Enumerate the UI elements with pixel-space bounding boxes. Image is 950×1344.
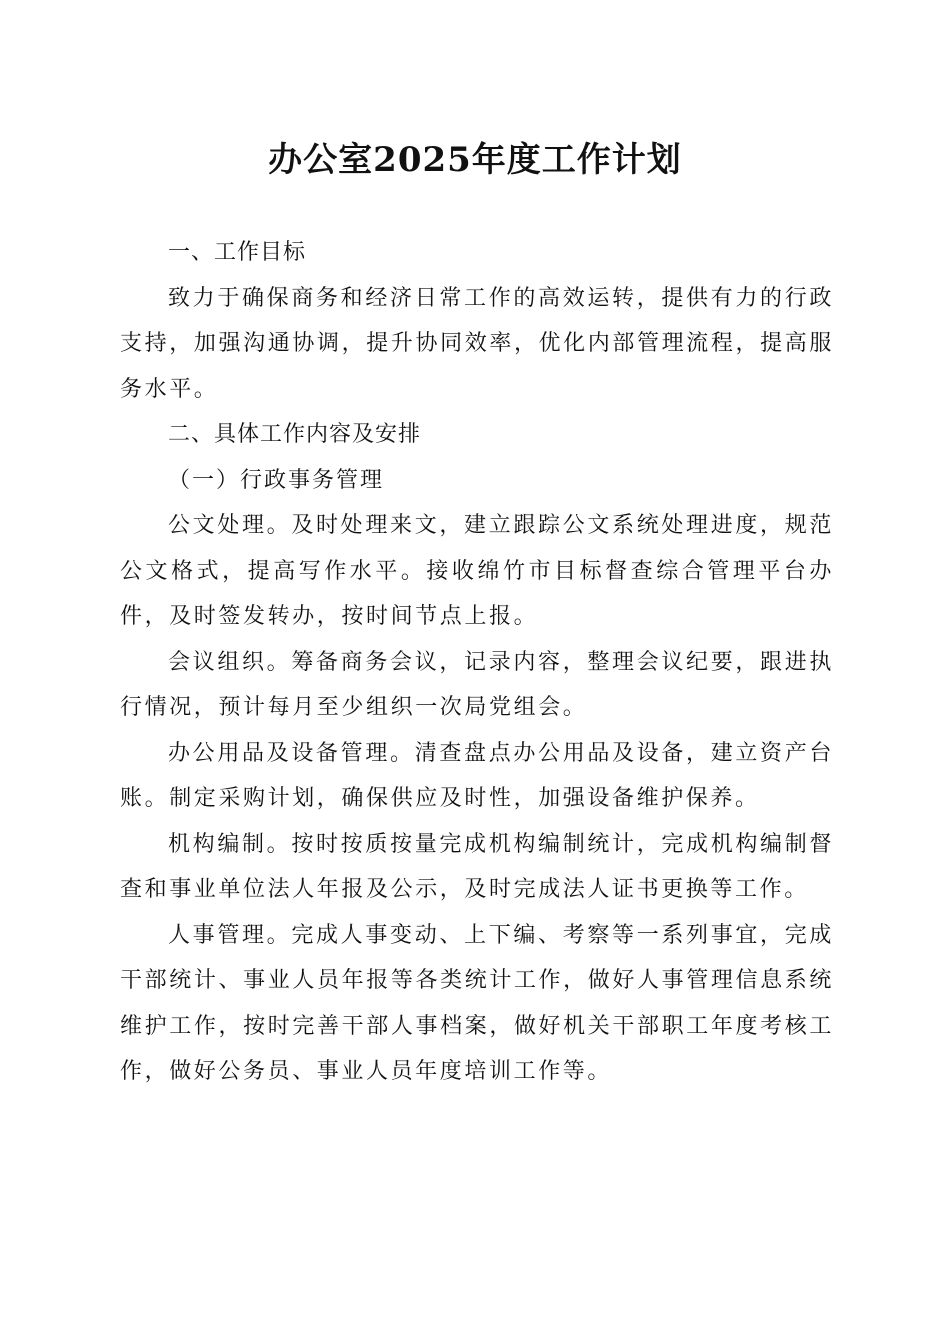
goals-paragraph: 致力于确保商务和经济日常工作的高效运转，提供有力的行政支持，加强沟通协调，提升协同效率，优化内部管理流程，提高服务水平。 (120, 285, 834, 402)
document-body (120, 230, 834, 1095)
subsection-heading-admin: （一）行政事务管理 (168, 467, 385, 493)
paragraph-meeting-organization: 会议组织。筹备商务会议，记录内容，整理会议纪要，跟进执行情况，预计每月至少组织一次局党组会。 (120, 649, 834, 720)
paragraph-document-handling: 公文处理。及时处理来文，建立跟踪公文系统处理进度，规范公文格式，提高写作水平。接收绵竹市目标督查综合管理平台办件，及时签发转办，按时间节点上报。 (120, 513, 834, 629)
document-title: 办公室2025年度工作计划 (268, 140, 682, 180)
section-heading-work-content: 二、具体工作内容及安排 (168, 422, 422, 447)
paragraph-institutional-staffing: 机构编制。按时按质按量完成机构编制统计，完成机构编制督查和事业单位法人年报及公示，及时完成法人证书更换等工作。 (120, 831, 834, 902)
paragraph-personnel-management: 人事管理。完成人事变动、上下编、考察等一系列事宜，完成干部统计、事业人员年报等各类统计工作，做好人事管理信息系统维护工作，按时完善干部人事档案，做好机关干部职工年度考核工作，做好公务员、事业人员年度培训工作等。 (120, 922, 834, 1084)
paragraph-office-supplies: 办公用品及设备管理。清查盘点办公用品及设备，建立资产台账。制定采购计划，确保供应及时性，加强设备维护保养。 (120, 740, 834, 811)
section-heading-goals: 一、工作目标 (168, 240, 307, 265)
